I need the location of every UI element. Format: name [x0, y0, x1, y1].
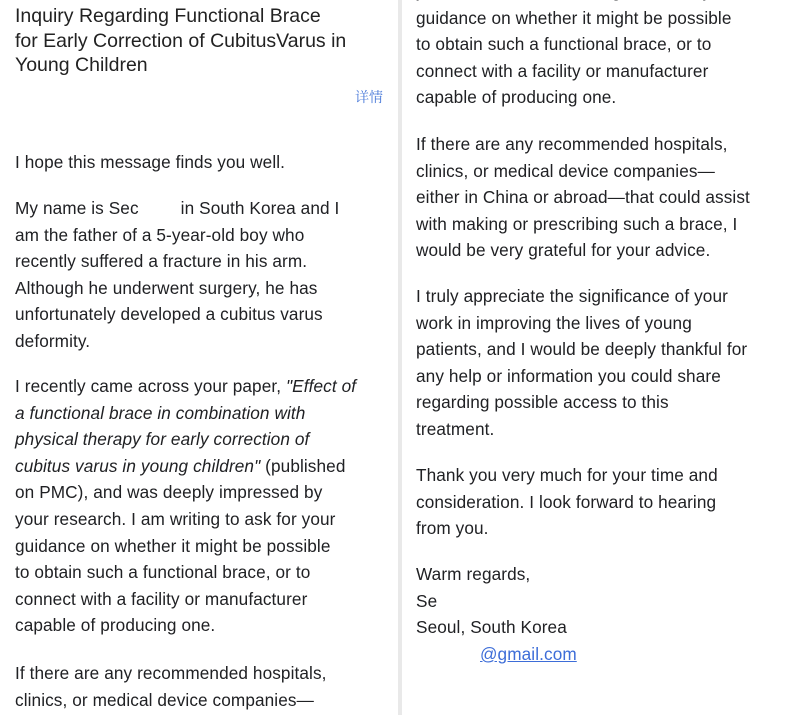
sender-name: Se — [416, 590, 438, 611]
intro-paragraph: My name is Sec in South Korea and I am the father of a 5-year-old boy who recently suffered a fracture in his arm. Although he underwent surgery, he has unfortunately developed a cubitus varus deformity. — [15, 198, 340, 351]
greeting-paragraph: I hope this message finds you well. — [15, 152, 286, 172]
paper-paragraph-continued: guidance on whether it might be possible to obtain such a functional brace, or to connect with a facility or manufacturer capable of producing one. — [416, 7, 732, 108]
appreciation-paragraph: I truly appreciate the significance of your work in improving the lives of young patients, and I would be deeply thankful for any help or information you could share regarding possible access to this treatment. — [416, 286, 748, 439]
signature-block — [416, 561, 577, 667]
email-subject: Inquiry Regarding Functional Brace for Early Correction of CubitusVarus in Young Children — [15, 5, 347, 76]
closing-text: Warm regards, — [416, 564, 531, 584]
sender-location: Seoul, South Korea — [416, 617, 567, 638]
paper-paragraph: I recently came across your paper, "Effect of a functional brace in combination with physical therapy for early correction of cubitus varus in young children" (published on PMC), and was deeply impressed by your research. I am writing to ask for your guidance on whether it might be possible to obtain such a functional brace, or to connect with a facility or manufacturer capable of producing one. — [15, 376, 357, 636]
email-right-column — [402, 0, 800, 715]
hospitals-paragraph-partial: If there are any recommended hospitals, clinics, or medical device companies— — [15, 663, 327, 710]
thanks-paragraph: Thank you very much for your time and consideration. I look forward to hearing from you. — [416, 465, 718, 539]
hospitals-paragraph: If there are any recommended hospitals, clinics, or medical device companies— either in China or abroad—that could assist with making or prescribing such a brace, I would be very grateful for your advice. — [416, 134, 750, 261]
sender-email-link[interactable]: @gmail.com — [480, 643, 577, 664]
details-link[interactable]: 详情 — [355, 89, 383, 105]
email-left-column — [0, 0, 398, 715]
